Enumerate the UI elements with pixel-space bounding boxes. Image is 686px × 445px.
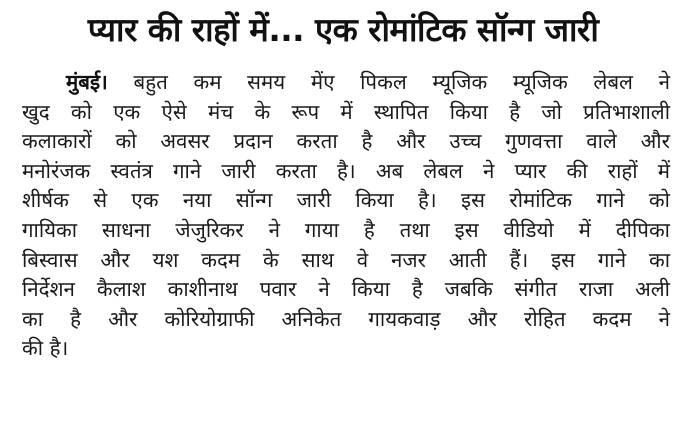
article-line: कलाकारों को अवसर प्रदान करता है और उच्च गुणवत्ता वाले और xyxy=(22,129,670,154)
article-line: निर्देशन कैलाश काशीनाथ पवार ने किया है जबकि संगीत राजा अली xyxy=(22,277,670,302)
article-headline: प्यार की राहों में... एक रोमांटिक सॉन्ग जारी xyxy=(87,11,599,49)
article-body xyxy=(22,68,670,364)
article-line: गायिका साधना जेजुरिकर ने गाया है तथा इस वीडियो में दीपिका xyxy=(22,217,670,242)
article-line: का है और कोरियोग्राफी अनिकेत गायकवाड़ और रोहित कदम ने xyxy=(22,306,670,331)
article-line: शीर्षक से एक नया सॉन्ग जारी किया है। इस रोमांटिक गाने को xyxy=(22,188,670,213)
article-dateline: मुंबई। xyxy=(66,70,108,94)
article-line xyxy=(22,68,670,98)
article-line: खुद को एक ऐसे मंच के रूप में स्थापित किया है जो प्रतिभाशाली xyxy=(22,99,670,124)
article-line: मनोरंजक स्वतंत्र गाने जारी करता है। अब लेबल ने प्यार की राहों में xyxy=(22,158,670,183)
article-line: बिस्वास और यश कदम के साथ वे नजर आती हैं। इस गाने का xyxy=(22,247,670,272)
article-line-text: बहुत कम समय मेंए पिकल म्यूजिक म्यूजिक लेबल ने xyxy=(133,70,670,94)
article-line: की है। xyxy=(22,336,69,361)
